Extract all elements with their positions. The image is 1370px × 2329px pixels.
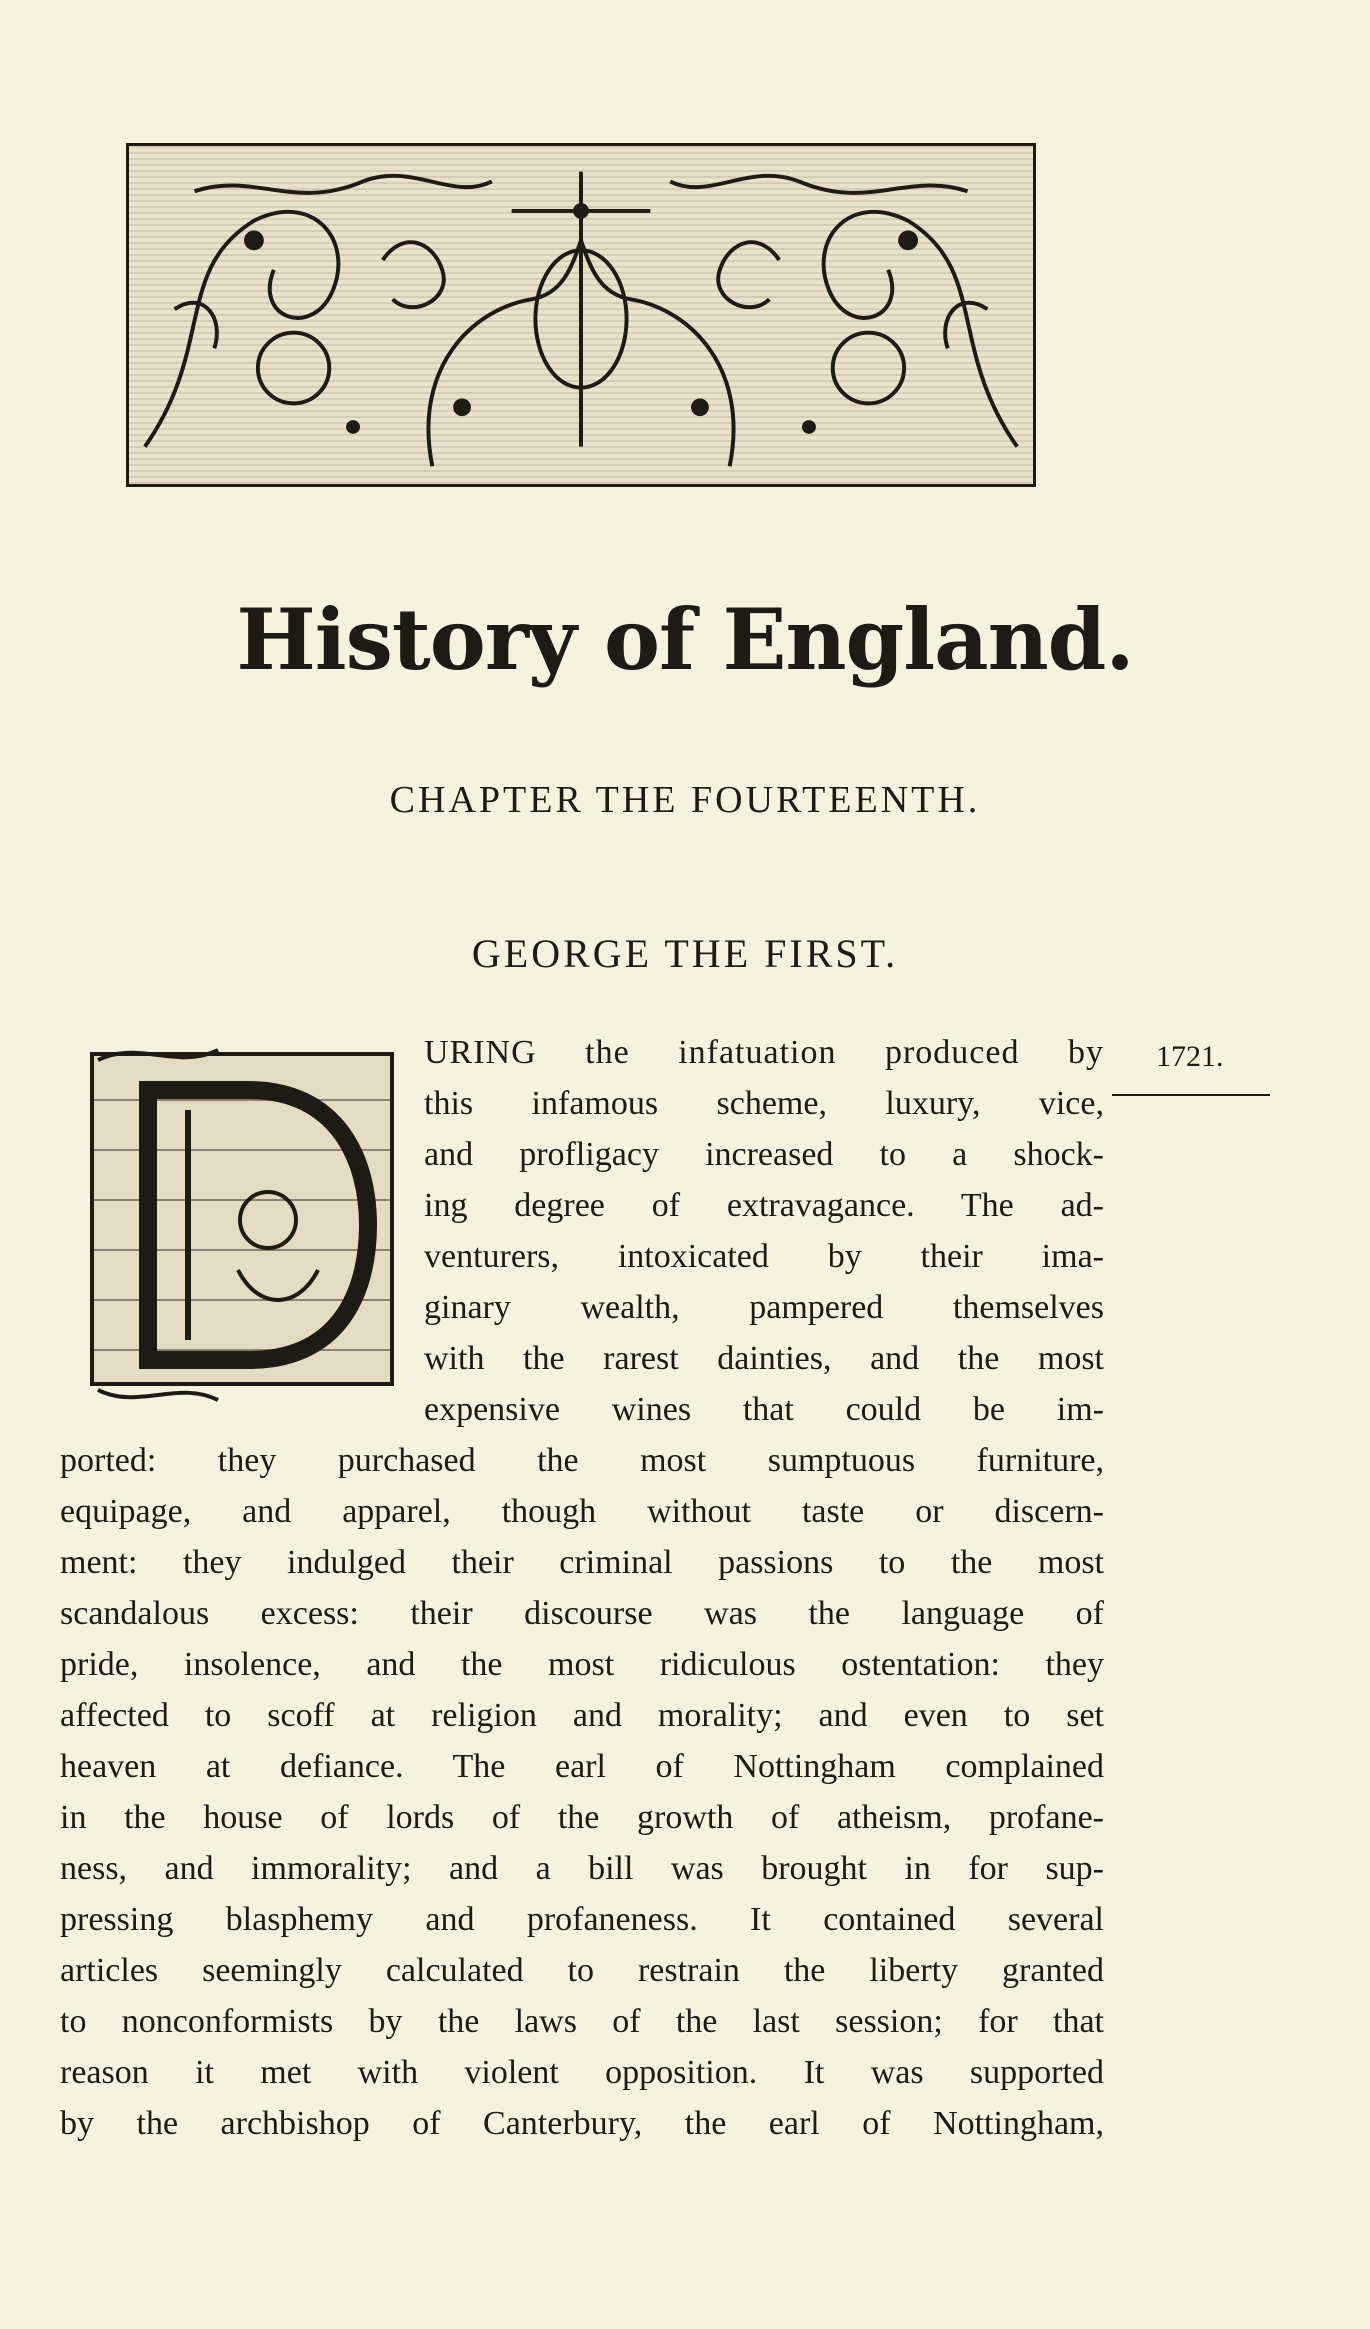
margin-rule xyxy=(1112,1094,1270,1096)
text-line: and profligacy increased to a shock- xyxy=(424,1136,1104,1173)
chapter-heading: CHAPTER THE FOURTEENTH. xyxy=(389,779,981,821)
text-line: ing degree of extravagance. The ad- xyxy=(424,1187,1104,1224)
text-line: with the rarest dainties, and the most xyxy=(424,1340,1104,1377)
reign-heading: GEORGE THE FIRST. xyxy=(471,931,899,976)
text-line: this infamous scheme, luxury, vice, xyxy=(424,1085,1104,1122)
book-title: History of England. xyxy=(236,590,1134,689)
text-line: by the archbishop of Canterbury, the earl of Nottingham, xyxy=(60,2105,1104,2142)
text-line: in the house of lords of the growth of atheism, profane- xyxy=(60,1799,1104,1836)
text-line: ginary wealth, pampered themselves xyxy=(424,1289,1104,1326)
text-line: expensive wines that could be im- xyxy=(424,1391,1104,1428)
text-line: ported: they purchased the most sumptuous furniture, xyxy=(60,1442,1104,1479)
text-line: venturers, intoxicated by their ima- xyxy=(424,1238,1104,1275)
text-line: ness, and immorality; and a bill was brought in for sup- xyxy=(60,1850,1104,1887)
text-line: reason it met with violent opposition. It was supported xyxy=(60,2054,1104,2091)
text-line: URING the infatuation produced by xyxy=(424,1034,1104,1071)
ornamental-headpiece xyxy=(126,143,1036,487)
text-line: pride, insolence, and the most ridiculous ostentation: they xyxy=(60,1646,1104,1683)
text-line: heaven at defiance. The earl of Nottingham complained xyxy=(60,1748,1104,1785)
margin-year-note: 1721. xyxy=(1156,1040,1224,1073)
text-line: ment: they indulged their criminal passions to the most xyxy=(60,1544,1104,1581)
ornamental-initial-icon xyxy=(78,1040,408,1410)
text-line: pressing blasphemy and profaneness. It contained several xyxy=(60,1901,1104,1938)
text-line: scandalous excess: their discourse was the language of xyxy=(60,1595,1104,1632)
drop-cap-initial xyxy=(78,1040,408,1410)
text-line: articles seemingly calculated to restrain the liberty granted xyxy=(60,1952,1104,1989)
text-line: affected to scoff at religion and morality; and even to set xyxy=(60,1697,1104,1734)
foliage-engraving-icon xyxy=(135,152,1027,478)
text-line: to nonconformists by the laws of the last session; for that xyxy=(60,2003,1104,2040)
text-line: equipage, and apparel, though without taste or discern- xyxy=(60,1493,1104,1530)
